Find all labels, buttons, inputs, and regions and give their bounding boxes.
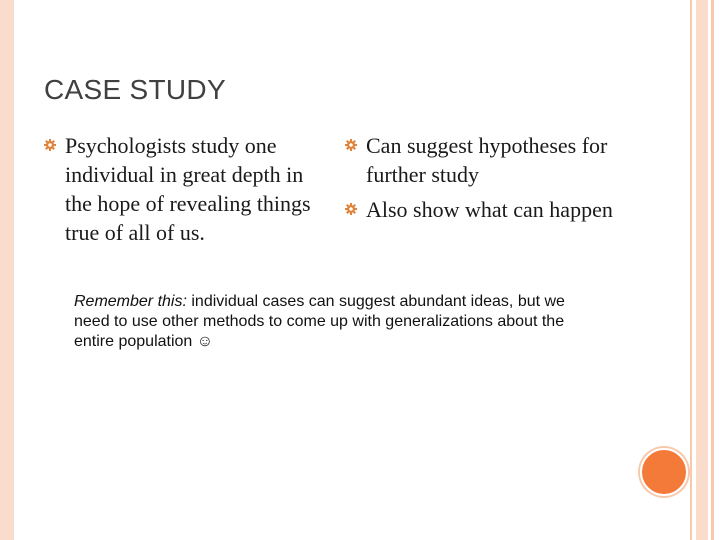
gear-bullet-icon	[44, 139, 56, 151]
smiley-icon: ☺	[196, 333, 214, 350]
list-item	[345, 131, 615, 189]
list-item	[44, 131, 314, 247]
bullet-text: Can suggest hypotheses for further study	[366, 133, 608, 187]
right-bullet-list	[345, 131, 615, 224]
bullet-text: Also show what can happen	[366, 197, 613, 222]
note-lead: Remember this:	[74, 293, 187, 310]
left-bullet-list	[44, 131, 314, 247]
gear-bullet-icon	[345, 203, 357, 215]
note-body: individual cases can suggest abundant ideas, but we need to use other methods to come up with generalizations about the entire population	[74, 293, 565, 350]
slide-title: CASE STUDY	[44, 74, 226, 105]
list-item	[345, 195, 615, 224]
remember-note	[74, 292, 594, 352]
right-frame-line-outer	[690, 0, 692, 540]
right-frame-border	[696, 0, 708, 540]
right-frame-line-edge	[711, 0, 714, 540]
left-frame-border	[0, 0, 14, 540]
bullet-text: Psychologists study one individual in great depth in the hope of revealing things true of all of us.	[65, 133, 311, 245]
gear-bullet-icon	[345, 139, 357, 151]
orange-circle-decoration	[640, 448, 688, 496]
